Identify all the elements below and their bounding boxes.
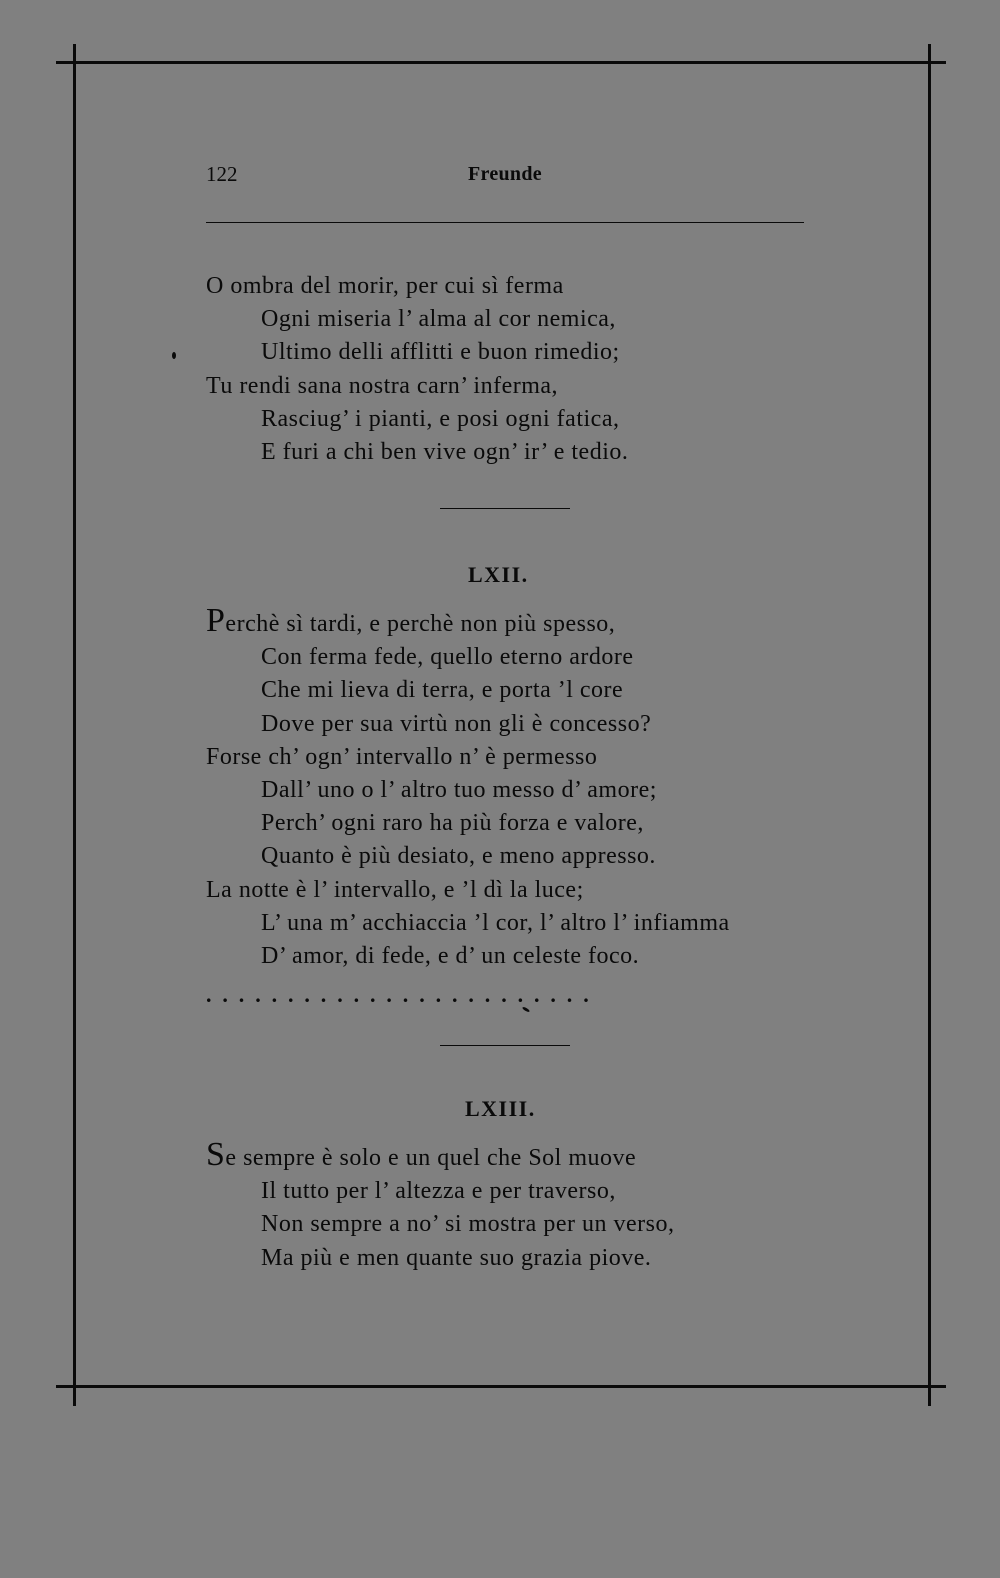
- verse-line: Dall’ uno o l’ altro tuo messo d’ amore;: [261, 776, 657, 803]
- verse-line: Ultimo delli afflitti e buon rimedio;: [261, 339, 620, 366]
- poem-lxii: [206, 602, 826, 973]
- verse-line: Che mi lieva di terra, e porta ’l core: [261, 677, 624, 704]
- frame-top-rule: [56, 61, 946, 64]
- verse-line: Ma più e men quante suo grazia piove.: [261, 1244, 652, 1271]
- verse-line: Rasciug’ i pianti, e posi ogni fatica,: [261, 405, 620, 432]
- page-number: 122: [206, 162, 238, 186]
- verse-line: Non sempre a no’ si mostra per un verso,: [261, 1211, 675, 1238]
- running-title: Freunde: [468, 163, 542, 185]
- verse-line-first: [206, 602, 826, 641]
- verse-line: L’ una m’ acchiaccia ’l cor, l’ altro l’ infiamma: [261, 909, 730, 936]
- verse-line: E furi a chi ben vive ogn’ ir’ e tedio.: [261, 438, 629, 465]
- verse-line-text: erchè sì tardi, e perchè non più spesso,: [225, 611, 616, 637]
- drop-cap: P: [206, 602, 226, 639]
- verse-line: Ogni miseria l’ alma al cor nemica,: [261, 306, 616, 333]
- section-separator: [440, 1045, 570, 1046]
- frame-left-rule: [73, 44, 76, 1406]
- verse-line: Quanto è più desiato, e meno appresso.: [261, 843, 656, 870]
- page-header: [206, 162, 804, 192]
- verse-line-first: [206, 1136, 826, 1175]
- verse-line: D’ amor, di fede, e d’ un celeste foco.: [261, 942, 640, 969]
- verse-line: Tu rendi sana nostra carn’ inferma,: [206, 372, 559, 399]
- section-separator: [440, 508, 570, 509]
- verse-line: Il tutto per l’ altezza e per traverso,: [261, 1178, 616, 1205]
- verse-line: Forse ch’ ogn’ intervallo n’ è permesso: [206, 743, 598, 770]
- verse-line: O ombra del morir, per cui sì ferma: [206, 273, 564, 299]
- poem-number: LXII.: [468, 562, 529, 587]
- verse-line-text: e sempre è solo e un quel che Sol muove: [225, 1145, 637, 1171]
- verse-line: Con ferma fede, quello eterno ardore: [261, 644, 634, 671]
- frame-right-rule: [928, 44, 931, 1406]
- verse-line: Dove per sua virtù non gli è concesso?: [261, 710, 652, 737]
- poem-fragment: [206, 270, 826, 469]
- frame-bottom-rule: [56, 1385, 946, 1388]
- drop-cap: S: [206, 1136, 226, 1173]
- verse-line: Perch’ ogni raro ha più forza e valore,: [261, 810, 644, 837]
- poem-number: LXIII.: [465, 1096, 536, 1121]
- ink-speck: [172, 352, 176, 359]
- ellipsis-row: ........................: [206, 982, 600, 1007]
- header-rule: [206, 222, 804, 223]
- verse-line: La notte è l’ intervallo, e ’l dì la luce;: [206, 876, 584, 903]
- poem-lxiii: [206, 1136, 826, 1275]
